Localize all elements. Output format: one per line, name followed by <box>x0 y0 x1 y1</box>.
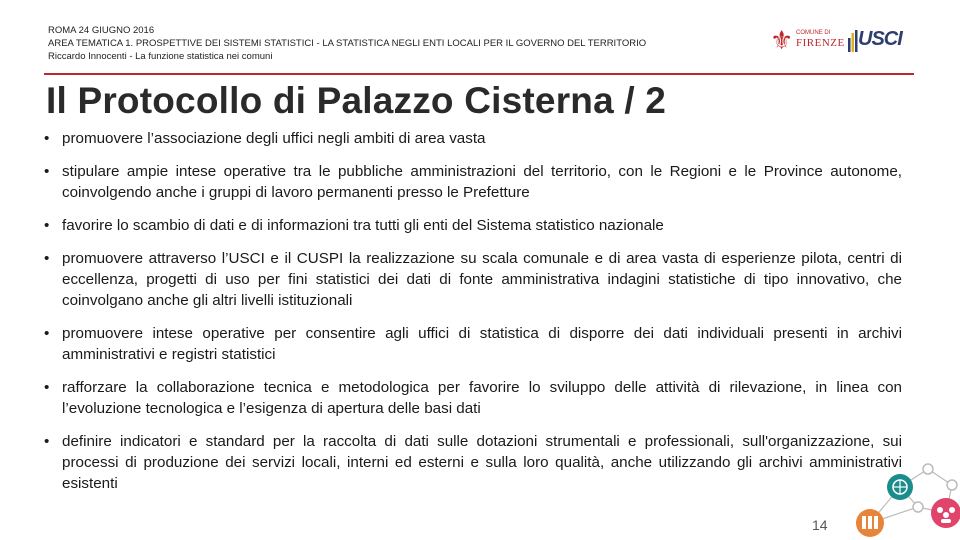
bullet-text: favorire lo scambio di dati e di informazioni tra tutti gli enti del Sistema statistico nazionale <box>62 217 664 234</box>
bullet-dot: • <box>44 217 50 234</box>
bullet-text: stipulare ampie intese operative tra le pubbliche amministrazioni del territorio, con le Regioni e le Province autonome, coinvolgendo anche i gruppi di lavoro permanenti presso le Prefetture <box>62 163 902 201</box>
bullet-dot: • <box>44 130 50 147</box>
usci-logo <box>848 24 906 64</box>
bullet-text: promuovere intese operative per consentire agli uffici di statistica di disporre dei dati individuali presenti in archivi amministrativi e registri statistici <box>62 325 902 363</box>
network-node-icon <box>923 464 933 474</box>
header-area: AREA TEMATICA 1. PROSPETTIVE DEI SISTEMI STATISTICI - LA STATISTICA NEGLI ENTI LOCALI PER IL GOVERNO DEL TERRITORIO <box>48 38 647 49</box>
bullet-dot: • <box>44 379 50 396</box>
header-date: ROMA 24 GIUGNO 2016 <box>48 25 155 36</box>
network-decoration <box>840 455 960 540</box>
bullet-dot: • <box>44 250 50 267</box>
firenze-logo-small: COMUNE DI <box>796 30 831 36</box>
bullet-dot: • <box>44 325 50 342</box>
bullet-item <box>44 377 902 419</box>
bullet-dot: • <box>44 163 50 180</box>
bullet-item <box>44 128 902 149</box>
usci-logo-name: USCI <box>858 28 902 50</box>
bullet-item <box>44 161 902 203</box>
fleur-de-lis-icon: ⚜ <box>770 25 794 55</box>
network-node-icon <box>947 480 957 490</box>
bullet-text: rafforzare la collaborazione tecnica e metodologica per favorire lo sviluppo delle attività di rilevazione, in linea con l’evoluzione tecnologica e l’esigenza di apertura delle basi dati <box>62 379 902 417</box>
network-node-icon <box>913 502 923 512</box>
page-title: Il Protocollo di Palazzo Cisterna / 2 <box>46 80 667 121</box>
bullet-text: promuovere attraverso l’USCI e il CUSPI la realizzazione su scala comunale e di area vasta di esperienze pilota, centri di eccellenza, progetti di uso per fini statistici dei dati di fonte amministrativa indagini statistiche di tipo innovativo, che coinvolgano anche gli altri livelli istituzionali <box>62 250 902 309</box>
bullet-dot: • <box>44 433 50 450</box>
page-number: 14 <box>812 517 828 533</box>
firenze-logo <box>770 24 845 60</box>
header-divider <box>44 73 914 75</box>
bullet-text: promuovere l’associazione degli uffici negli ambiti di area vasta <box>62 130 486 147</box>
firenze-logo-name: FIRENZE <box>796 37 845 49</box>
bullet-item <box>44 215 902 236</box>
bullet-list <box>44 128 902 506</box>
bullet-text: definire indicatori e standard per la raccolta di dati sulle dotazioni strumentali e professionali, sull'organizzazione, sui processi di produzione dei servizi locali, interni ed esterni e sulla loro qualità, anche utilizzando gli archivi amministrativi esistenti <box>62 433 902 492</box>
bullet-item <box>44 323 902 365</box>
slide-header <box>48 24 646 63</box>
usci-logo-icon <box>848 30 858 52</box>
bullet-item <box>44 248 902 311</box>
header-author: Riccardo Innocenti - La funzione statistica nei comuni <box>48 51 273 62</box>
bullet-item <box>44 431 902 494</box>
